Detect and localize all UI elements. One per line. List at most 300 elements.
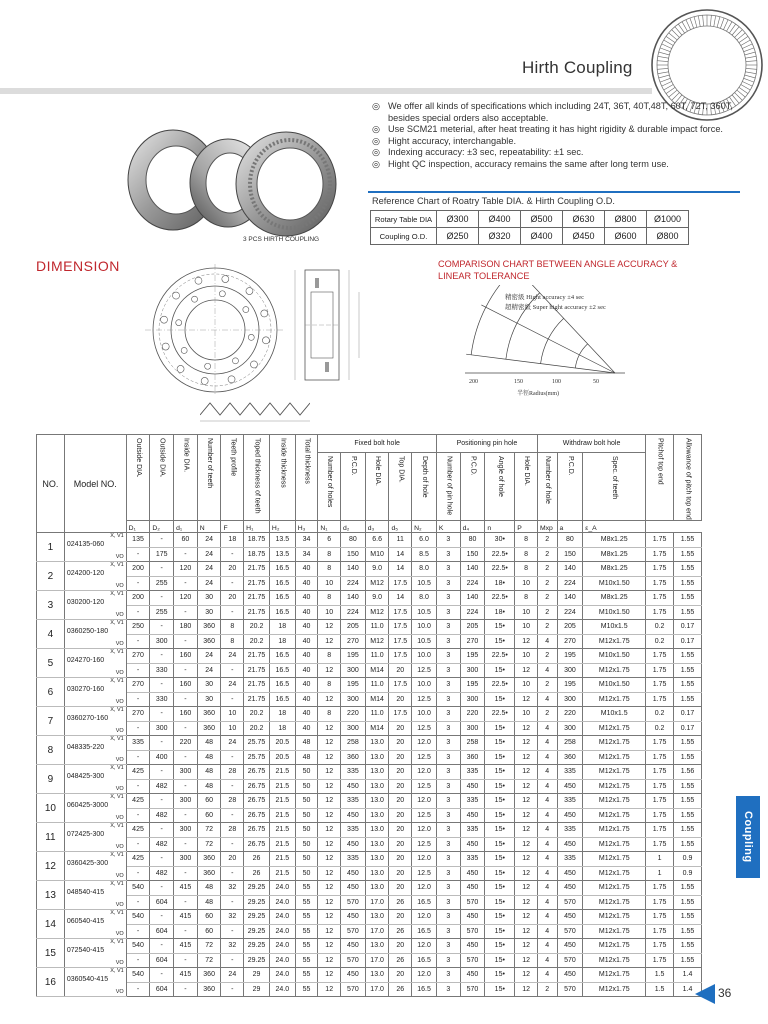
table-cell: - — [221, 663, 244, 678]
table-cell: 12 — [318, 866, 341, 881]
table-cell: 12 — [318, 765, 341, 780]
table-cell: 12 — [515, 968, 538, 983]
header-cell — [126, 435, 150, 521]
table-cell: 335 — [460, 765, 485, 780]
table-cell: 20 — [389, 736, 412, 751]
table-cell: 3 — [436, 562, 460, 577]
table-cell: 50 — [295, 808, 318, 823]
table-cell: 224 — [557, 605, 583, 620]
table-cell: 25.75 — [244, 736, 270, 751]
table-cell: 220 — [460, 707, 485, 722]
reference-row-rotary — [371, 211, 689, 228]
table-cell: 3 — [436, 837, 460, 852]
table-cell: 300 — [150, 721, 174, 736]
table-cell: 4 — [537, 779, 557, 794]
symbol-cell: H₃ — [295, 521, 318, 533]
table-cell: M12x1.75 — [583, 895, 646, 910]
table-cell: 17.5 — [389, 707, 412, 722]
table-cell: 15• — [485, 692, 515, 707]
column-header: Number of holes — [326, 456, 334, 508]
table-cell: 21.5 — [269, 808, 295, 823]
symbol-cell: P — [515, 521, 538, 533]
table-cell: 425 — [126, 852, 150, 867]
fan-ray — [466, 354, 615, 373]
table-cell: M12x1.75 — [583, 736, 646, 751]
table-cell: 2 — [537, 576, 557, 591]
row-number: 2 — [37, 562, 65, 591]
table-cell: 570 — [557, 924, 583, 939]
table-cell: 3 — [436, 533, 460, 548]
table-cell: 335 — [341, 852, 366, 867]
table-cell: M8x1.25 — [583, 591, 646, 606]
table-cell: 21.5 — [269, 837, 295, 852]
table-cell: 540 — [126, 968, 150, 983]
table-cell: 22.5• — [485, 707, 515, 722]
table-cell: 12.5 — [412, 750, 437, 765]
symbol-cell: F — [221, 521, 244, 533]
table-cell: 24 — [221, 968, 244, 983]
column-header: Spec. of teeth — [611, 456, 619, 500]
table-cell: 20 — [389, 910, 412, 925]
table-cell: 12 — [515, 895, 538, 910]
reference-cell: Ø400 — [521, 228, 563, 245]
bolt-hole — [176, 320, 182, 326]
table-cell: 21.75 — [244, 678, 270, 693]
table-cell: 9.0 — [365, 562, 389, 577]
table-cell: 1.56 — [674, 765, 702, 780]
fan-ray — [481, 305, 615, 373]
table-cell: 140 — [557, 562, 583, 577]
model-number — [64, 707, 126, 736]
table-cell: 14 — [389, 562, 412, 577]
accuracy-fan-chart — [445, 285, 645, 400]
table-cell: 20 — [389, 794, 412, 809]
table-cell: - — [221, 547, 244, 562]
model-label: 048335-220 — [66, 744, 105, 751]
table-cell: 300 — [460, 721, 485, 736]
model-label: 060425-3000 — [66, 802, 109, 809]
table-cell: 15• — [485, 721, 515, 736]
model-label: 072540-415 — [66, 947, 105, 954]
column-header: Teeth profile — [229, 438, 237, 477]
table-cell: 16.5 — [269, 678, 295, 693]
table-cell: 360 — [197, 982, 221, 997]
model-label: 048540-415 — [66, 889, 105, 896]
row-tag-top: X, V1 — [110, 707, 124, 713]
table-cell: 17.5 — [389, 678, 412, 693]
table-cell: - — [174, 692, 198, 707]
table-cell: 17.0 — [365, 953, 389, 968]
table-cell: 10 — [515, 576, 538, 591]
table-cell: 60 — [174, 533, 198, 548]
table-cell: 60 — [197, 924, 221, 939]
table-cell: 55 — [295, 910, 318, 925]
table-cell: 3 — [436, 692, 460, 707]
table-cell: 24.0 — [269, 895, 295, 910]
table-cell: 55 — [295, 968, 318, 983]
table-cell: - — [150, 765, 174, 780]
table-cell: 72 — [197, 823, 221, 838]
table-cell: 40 — [295, 576, 318, 591]
table-cell: 4 — [537, 953, 557, 968]
table-cell: 4 — [537, 634, 557, 649]
table-cell: M8x1.25 — [583, 533, 646, 548]
table-cell: 4 — [537, 794, 557, 809]
table-cell: - — [221, 779, 244, 794]
table-cell: 8 — [515, 591, 538, 606]
column-header: Hole DIA. — [523, 456, 531, 486]
table-cell: 20.5 — [269, 750, 295, 765]
reference-cell: Ø300 — [437, 211, 479, 228]
table-cell: 12 — [318, 953, 341, 968]
table-cell: 15• — [485, 866, 515, 881]
table-cell: 14 — [389, 591, 412, 606]
table-cell: 26.75 — [244, 765, 270, 780]
row-tag-top: X, V1 — [110, 649, 124, 655]
table-cell: 6.6 — [365, 533, 389, 548]
table-cell: 4 — [537, 823, 557, 838]
table-cell: 450 — [341, 779, 366, 794]
table-cell: 300 — [460, 663, 485, 678]
table-cell: 3 — [436, 663, 460, 678]
table-row — [37, 924, 702, 939]
table-cell: 9.0 — [365, 591, 389, 606]
table-cell: 335 — [557, 823, 583, 838]
table-cell: 0.2 — [646, 620, 674, 635]
table-cell: 140 — [557, 591, 583, 606]
table-cell: 21.5 — [269, 866, 295, 881]
table-cell: 11 — [389, 533, 412, 548]
table-cell: 15• — [485, 634, 515, 649]
table-cell: 300 — [557, 721, 583, 736]
table-cell: 8 — [318, 707, 341, 722]
table-cell: 160 — [174, 678, 198, 693]
table-cell: - — [221, 692, 244, 707]
table-cell: M12x1.75 — [583, 910, 646, 925]
reference-table — [370, 210, 689, 245]
bullet-icon: ◎ — [372, 158, 381, 169]
table-cell: 12 — [515, 765, 538, 780]
table-cell: M12x1.75 — [583, 765, 646, 780]
header-cell — [537, 453, 557, 521]
header-cell — [150, 435, 174, 521]
table-cell: 1.5 — [646, 982, 674, 997]
table-cell: 450 — [557, 881, 583, 896]
table-cell: 0.2 — [646, 634, 674, 649]
table-cell: 10.0 — [412, 649, 437, 664]
table-cell: 55 — [295, 924, 318, 939]
table-cell: - — [174, 895, 198, 910]
table-cell: M10x1.50 — [583, 576, 646, 591]
table-cell: 360 — [197, 852, 221, 867]
reference-cell: Ø320 — [479, 228, 521, 245]
table-cell: 10 — [515, 649, 538, 664]
table-cell: 34 — [295, 533, 318, 548]
table-cell: 0.9 — [674, 866, 702, 881]
table-row — [37, 794, 702, 809]
table-row — [37, 765, 702, 780]
table-cell: 18 — [269, 620, 295, 635]
table-row — [37, 736, 702, 751]
table-cell: 55 — [295, 982, 318, 997]
table-cell: 13.0 — [365, 866, 389, 881]
bullet-icon: ◎ — [372, 101, 381, 111]
table-cell: 16.5 — [412, 982, 437, 997]
table-cell: 12 — [515, 779, 538, 794]
table-cell: - — [150, 620, 174, 635]
fan-tick: 200 — [469, 379, 478, 385]
table-cell: M12x1.75 — [583, 794, 646, 809]
table-cell: M12 — [365, 576, 389, 591]
row-tag-top: X, V1 — [110, 852, 124, 858]
table-cell: 12 — [318, 910, 341, 925]
table-cell: 1.75 — [646, 663, 674, 678]
table-cell: 13.0 — [365, 939, 389, 954]
table-cell: 604 — [150, 895, 174, 910]
table-cell: 400 — [150, 750, 174, 765]
table-cell: 29.25 — [244, 881, 270, 896]
no-header: NO. — [37, 435, 65, 533]
table-cell: 15• — [485, 808, 515, 823]
table-cell: 15• — [485, 910, 515, 925]
bullet-icon: ◎ — [372, 124, 381, 135]
table-cell: 224 — [341, 605, 366, 620]
table-cell: 60 — [197, 808, 221, 823]
bolt-hole — [246, 288, 253, 295]
reference-cell: Ø800 — [605, 211, 647, 228]
table-cell: 12 — [515, 910, 538, 925]
table-cell: - — [126, 634, 150, 649]
table-cell: 18.75 — [244, 547, 270, 562]
table-cell: 16.5 — [269, 663, 295, 678]
table-cell: 12 — [318, 736, 341, 751]
table-cell: 12 — [318, 794, 341, 809]
table-cell: 1.75 — [646, 750, 674, 765]
table-cell: 20 — [221, 591, 244, 606]
symbol-cell: d₅ — [389, 521, 412, 533]
table-cell: - — [221, 953, 244, 968]
page-number: 36 — [718, 986, 732, 1000]
table-cell: 10 — [318, 605, 341, 620]
table-row — [37, 750, 702, 765]
spec-table — [36, 434, 702, 997]
table-cell: 570 — [460, 953, 485, 968]
bolt-hole — [228, 376, 235, 383]
table-row — [37, 823, 702, 838]
table-cell: 50 — [295, 837, 318, 852]
table-cell: 32 — [221, 881, 244, 896]
header-cell — [412, 453, 437, 521]
table-cell: 3 — [436, 576, 460, 591]
bolt-hole — [248, 334, 254, 340]
table-cell: 40 — [295, 605, 318, 620]
table-cell: 26 — [389, 982, 412, 997]
table-cell: 8 — [318, 591, 341, 606]
table-cell: 40 — [295, 620, 318, 635]
table-cell: 300 — [174, 823, 198, 838]
table-cell: - — [126, 837, 150, 852]
table-row — [37, 982, 702, 997]
table-cell: 12.5 — [412, 663, 437, 678]
table-cell: 12 — [318, 881, 341, 896]
page-arrow-icon — [695, 984, 715, 1004]
bolt-hole — [261, 310, 268, 317]
table-cell: 15• — [485, 750, 515, 765]
table-cell: 140 — [341, 591, 366, 606]
table-cell: 80 — [341, 533, 366, 548]
table-cell: 16.5 — [412, 953, 437, 968]
table-cell: 24.0 — [269, 982, 295, 997]
table-cell: 18• — [485, 576, 515, 591]
model-label: 024200-120 — [66, 570, 105, 577]
model-label: 024270-160 — [66, 657, 105, 664]
table-cell: - — [221, 808, 244, 823]
reference-chart-title: Reference Chart of Roatry Table DIA. & Hirth Coupling O.D. — [372, 196, 615, 206]
column-header: Outside DIA. — [135, 438, 143, 478]
table-cell: 8 — [515, 533, 538, 548]
bolt-hole — [173, 292, 180, 299]
row-tag-bottom: VO — [115, 583, 124, 589]
column-header: Toped thickness of teeth — [253, 438, 261, 514]
table-cell: 40 — [295, 562, 318, 577]
table-cell: 12.0 — [412, 823, 437, 838]
model-number — [64, 765, 126, 794]
table-cell: 1.55 — [674, 939, 702, 954]
bolt-hole — [162, 343, 169, 350]
table-cell: 12 — [515, 750, 538, 765]
table-cell: M10x1.50 — [583, 678, 646, 693]
table-cell: 26.75 — [244, 823, 270, 838]
table-cell: 1.75 — [646, 808, 674, 823]
table-cell: - — [126, 721, 150, 736]
symbol-cell: H₂ — [269, 521, 295, 533]
header-cell — [244, 435, 270, 521]
table-cell: 12.0 — [412, 736, 437, 751]
table-cell: - — [150, 881, 174, 896]
table-cell: 12 — [515, 721, 538, 736]
table-row — [37, 533, 702, 548]
table-cell: 1.55 — [674, 663, 702, 678]
table-cell: 570 — [460, 982, 485, 997]
table-cell: - — [221, 982, 244, 997]
table-cell: 26 — [389, 895, 412, 910]
table-cell: M12x1.75 — [583, 866, 646, 881]
fan-tick: 50 — [593, 379, 599, 385]
section-tab[interactable] — [736, 796, 760, 878]
model-label: 048425-300 — [66, 773, 105, 780]
table-cell: 13.0 — [365, 750, 389, 765]
table-cell: 224 — [460, 605, 485, 620]
table-cell: 2 — [537, 605, 557, 620]
table-cell: 15• — [485, 881, 515, 896]
table-cell: 1.55 — [674, 808, 702, 823]
table-cell: 2 — [537, 591, 557, 606]
row-number: 10 — [37, 794, 65, 823]
column-header: Inside thickness — [279, 438, 287, 488]
table-cell: M12x1.75 — [583, 852, 646, 867]
table-cell: 50 — [295, 765, 318, 780]
blue-divider — [368, 191, 740, 193]
table-cell: 415 — [174, 881, 198, 896]
table-cell: 570 — [460, 924, 485, 939]
table-cell: 335 — [341, 823, 366, 838]
table-cell: 195 — [460, 678, 485, 693]
page-title: Hirth Coupling — [522, 58, 633, 77]
table-cell: - — [174, 576, 198, 591]
table-cell: 1.55 — [674, 736, 702, 751]
table-cell: 15• — [485, 968, 515, 983]
table-cell: 1.75 — [646, 881, 674, 896]
table-cell: 20 — [389, 823, 412, 838]
table-cell: 50 — [295, 794, 318, 809]
table-cell: 1.55 — [674, 837, 702, 852]
table-cell: - — [221, 576, 244, 591]
table-cell: 12.0 — [412, 968, 437, 983]
model-number — [64, 678, 126, 707]
table-cell: 16.5 — [269, 605, 295, 620]
column-header: Pitchof top end — [656, 438, 664, 485]
table-cell: 29.25 — [244, 953, 270, 968]
model-number — [64, 852, 126, 881]
table-cell: 13.0 — [365, 881, 389, 896]
table-cell: 21.5 — [269, 794, 295, 809]
table-cell: - — [126, 547, 150, 562]
table-row — [37, 866, 702, 881]
table-cell: 20 — [389, 866, 412, 881]
table-cell: 4 — [537, 808, 557, 823]
table-cell: 300 — [341, 663, 366, 678]
header-cell — [583, 453, 646, 521]
table-cell: 15• — [485, 982, 515, 997]
table-cell: - — [150, 562, 174, 577]
table-cell: 224 — [341, 576, 366, 591]
model-label: 060540-415 — [66, 918, 105, 925]
table-cell: 450 — [341, 837, 366, 852]
feature-item: ◎ We offer all kinds of specifications which including 24T, 36T, 40T,48T, 60T, 72T, 360T, besides special orders also acceptable. — [372, 101, 733, 123]
table-cell: 2 — [537, 533, 557, 548]
section-tab-label: Coupling — [742, 811, 754, 863]
table-cell: - — [126, 779, 150, 794]
table-cell: 0.17 — [674, 620, 702, 635]
row-tag-top: X, V1 — [110, 736, 124, 742]
table-cell: 2 — [537, 562, 557, 577]
header-cell — [269, 435, 295, 521]
table-cell: 0.17 — [674, 721, 702, 736]
table-cell: 28 — [221, 765, 244, 780]
table-cell: 15• — [485, 895, 515, 910]
table-cell: 3 — [436, 620, 460, 635]
table-cell: - — [150, 678, 174, 693]
table-cell: 18• — [485, 605, 515, 620]
table-cell: 8 — [221, 620, 244, 635]
table-cell: 17.5 — [389, 620, 412, 635]
table-cell: 1.55 — [674, 924, 702, 939]
row-tag-top: X, V1 — [110, 968, 124, 974]
bullet-icon: ◎ — [372, 135, 381, 146]
table-cell: 15• — [485, 837, 515, 852]
table-cell: 270 — [460, 634, 485, 649]
table-cell: 3 — [436, 547, 460, 562]
table-cell: 16.5 — [269, 591, 295, 606]
table-cell: 10 — [318, 576, 341, 591]
table-cell: 425 — [126, 823, 150, 838]
table-cell: 415 — [174, 939, 198, 954]
table-cell: 300 — [341, 692, 366, 707]
table-cell: - — [150, 533, 174, 548]
table-cell: 24 — [197, 649, 221, 664]
table-cell: 12 — [515, 692, 538, 707]
row-tag-bottom: VO — [115, 989, 124, 995]
